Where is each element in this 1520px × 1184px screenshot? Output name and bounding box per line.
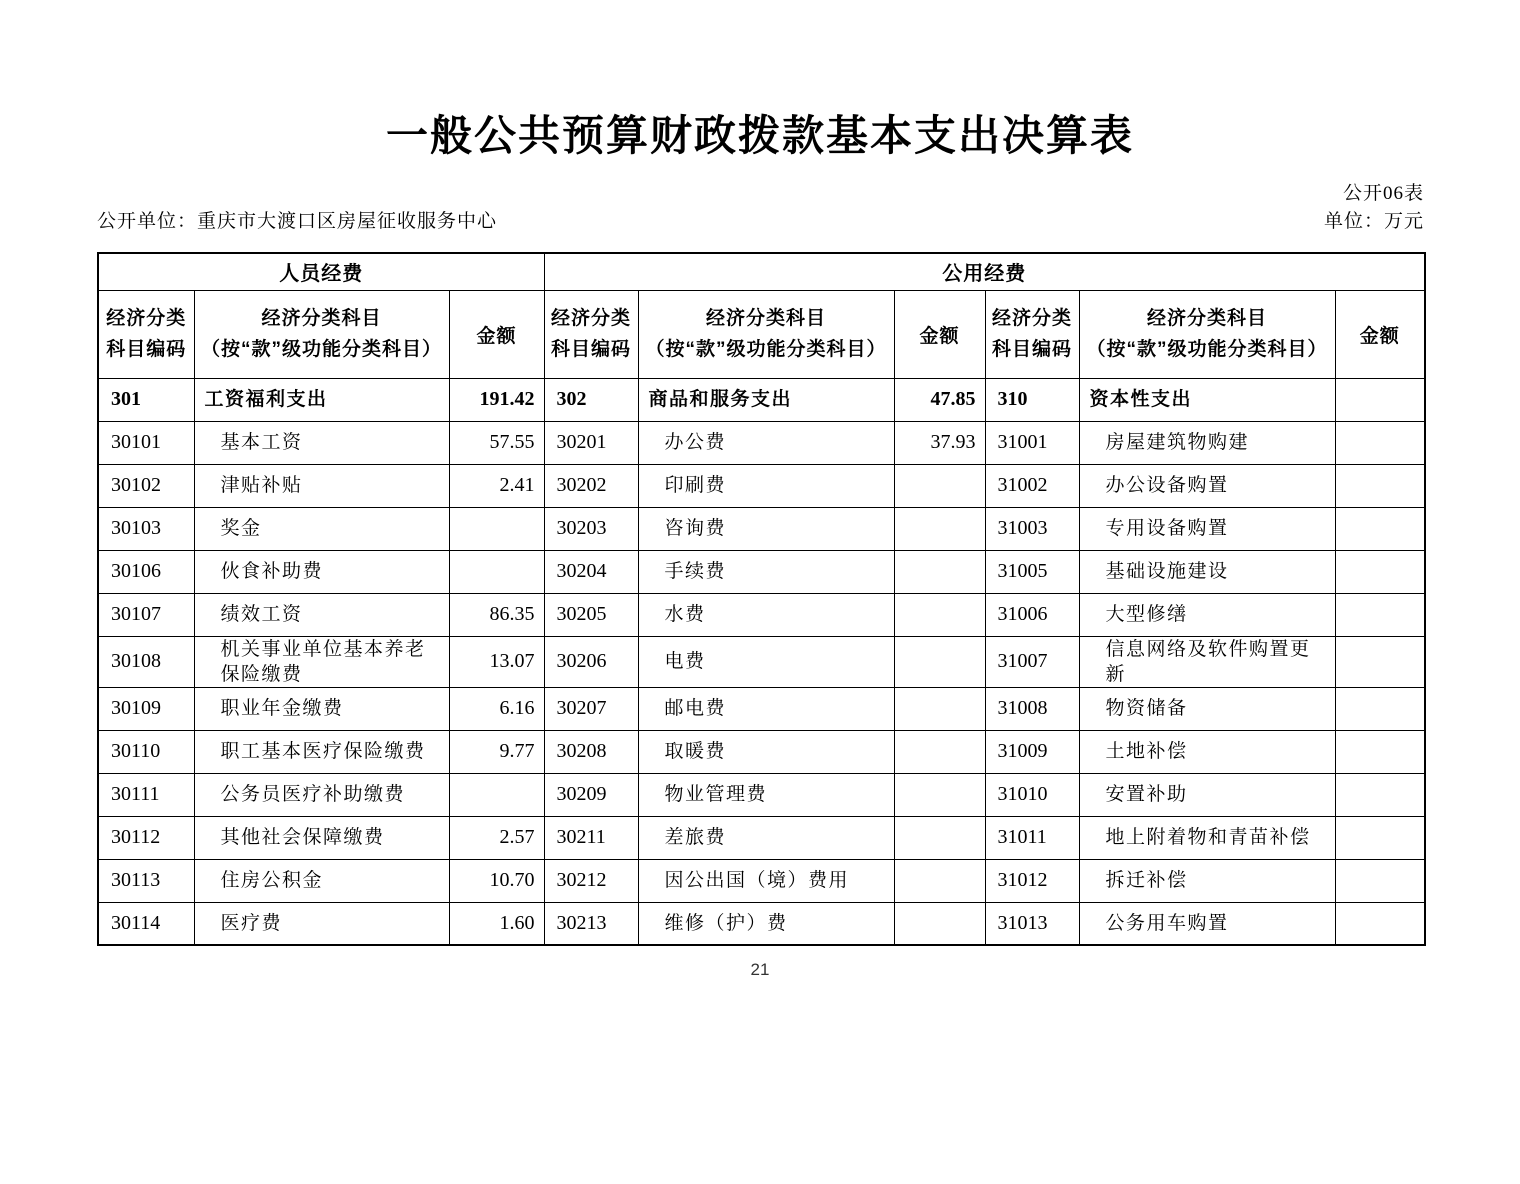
amount-cell: 6.16 [449,687,544,730]
amount-cell [1335,593,1425,636]
amount-cell [1335,421,1425,464]
subject-cell: 职业年金缴费 [194,687,449,730]
code-cell: 31001 [985,421,1079,464]
code-cell: 31003 [985,507,1079,550]
subject-cell: 物业管理费 [638,773,894,816]
code-cell: 30207 [544,687,638,730]
amount-cell [1335,636,1425,687]
amount-cell: 10.70 [449,859,544,902]
code-cell: 31010 [985,773,1079,816]
document-page [0,110,1520,1184]
code-cell: 30208 [544,730,638,773]
amount-cell [894,550,985,593]
amount-cell [894,773,985,816]
subject-cell: 奖金 [194,507,449,550]
subject-cell: 邮电费 [638,687,894,730]
code-cell: 31002 [985,464,1079,507]
subject-cell: 维修（护）费 [638,902,894,945]
amount-cell [894,816,985,859]
code-cell: 30102 [98,464,194,507]
amount-cell [894,902,985,945]
subject-cell: 大型修缮 [1079,593,1335,636]
amount-cell [1335,507,1425,550]
amount-cell [894,859,985,902]
amount-cell [449,507,544,550]
code-cell: 310 [985,378,1079,421]
subject-cell: 物资储备 [1079,687,1335,730]
amount-cell: 47.85 [894,378,985,421]
subject-cell: 公务员医疗补助缴费 [194,773,449,816]
code-cell: 30211 [544,816,638,859]
subject-cell: 基础设施建设 [1079,550,1335,593]
subject-cell: 专用设备购置 [1079,507,1335,550]
subject-cell: 机关事业单位基本养老保险缴费 [194,636,449,687]
page-title: 一般公共预算财政拨款基本支出决算表 [385,112,1134,159]
col-header-subject: 经济分类科目 （按“款”级功能分类科目） [1079,290,1335,378]
col-header-code: 经济分类 科目编码 [985,290,1079,378]
code-cell: 30103 [98,507,194,550]
subject-cell: 房屋建筑物购建 [1079,421,1335,464]
code-cell: 30203 [544,507,638,550]
amount-cell [449,773,544,816]
disclosing-unit-label: 公开单位：重庆市大渡口区房屋征收服务中心 [97,211,498,232]
amount-cell [1335,902,1425,945]
subject-cell: 水费 [638,593,894,636]
subject-cell: 绩效工资 [194,593,449,636]
col-header-amount: 金额 [1335,290,1425,378]
group-header-public: 公用经费 [544,253,1425,290]
table-row [98,421,1425,464]
table-row [98,859,1425,902]
amount-cell [894,730,985,773]
subject-cell: 津贴补贴 [194,464,449,507]
group-header-personnel: 人员经费 [98,253,544,290]
unit-of-measure-label: 单位：万元 [1323,211,1424,232]
col-header-code: 经济分类 科目编码 [544,290,638,378]
code-cell: 30112 [98,816,194,859]
col-header-amount: 金额 [449,290,544,378]
subject-cell: 办公费 [638,421,894,464]
subject-cell: 土地补偿 [1079,730,1335,773]
amount-cell [894,636,985,687]
subject-cell: 办公设备购置 [1079,464,1335,507]
subject-cell: 工资福利支出 [194,378,449,421]
code-cell: 30202 [544,464,638,507]
table-row [98,687,1425,730]
code-cell: 30113 [98,859,194,902]
group-header-row [98,253,1425,290]
code-cell: 30106 [98,550,194,593]
subject-cell: 取暖费 [638,730,894,773]
table-body [98,378,1425,945]
subject-cell: 电费 [638,636,894,687]
code-cell: 30110 [98,730,194,773]
table-row [98,464,1425,507]
code-cell: 30209 [544,773,638,816]
amount-cell [1335,687,1425,730]
code-cell: 301 [98,378,194,421]
code-cell: 31006 [985,593,1079,636]
amount-cell [1335,816,1425,859]
table-row [98,636,1425,687]
table-row [98,507,1425,550]
amount-cell [1335,859,1425,902]
col-header-subject: 经济分类科目 （按“款”级功能分类科目） [638,290,894,378]
table-row [98,550,1425,593]
column-header-row [98,290,1425,378]
col-header-amount: 金额 [894,290,985,378]
amount-cell [449,550,544,593]
amount-cell [1335,773,1425,816]
subject-cell: 职工基本医疗保险缴费 [194,730,449,773]
subject-cell: 伙食补助费 [194,550,449,593]
code-cell: 31007 [985,636,1079,687]
amount-cell [894,593,985,636]
amount-cell: 2.57 [449,816,544,859]
amount-cell: 9.77 [449,730,544,773]
amount-cell [1335,464,1425,507]
subject-cell: 资本性支出 [1079,378,1335,421]
amount-cell [1335,550,1425,593]
code-cell: 30201 [544,421,638,464]
subject-cell: 差旅费 [638,816,894,859]
code-cell: 30109 [98,687,194,730]
subject-cell: 信息网络及软件购置更新 [1079,636,1335,687]
table-row [98,902,1425,945]
amount-cell [894,687,985,730]
form-number-label: 公开06表 [1342,183,1424,204]
amount-cell: 37.93 [894,421,985,464]
amount-cell: 86.35 [449,593,544,636]
amount-cell: 2.41 [449,464,544,507]
subject-cell: 咨询费 [638,507,894,550]
code-cell: 30205 [544,593,638,636]
subject-cell: 手续费 [638,550,894,593]
table-row [98,816,1425,859]
code-cell: 31008 [985,687,1079,730]
subject-cell: 拆迁补偿 [1079,859,1335,902]
col-header-subject: 经济分类科目 （按“款”级功能分类科目） [194,290,449,378]
subject-cell: 地上附着物和青苗补偿 [1079,816,1335,859]
budget-table [97,252,1426,946]
amount-cell [894,464,985,507]
subject-cell: 基本工资 [194,421,449,464]
amount-cell [894,507,985,550]
subject-cell: 商品和服务支出 [638,378,894,421]
code-cell: 31011 [985,816,1079,859]
subject-cell: 医疗费 [194,902,449,945]
code-cell: 30111 [98,773,194,816]
meta-block [97,182,1424,234]
code-cell: 30212 [544,859,638,902]
subject-cell: 住房公积金 [194,859,449,902]
code-cell: 31009 [985,730,1079,773]
amount-cell: 13.07 [449,636,544,687]
code-cell: 30114 [98,902,194,945]
table-row [98,378,1425,421]
subject-cell: 其他社会保障缴费 [194,816,449,859]
code-cell: 31013 [985,902,1079,945]
amount-cell [1335,378,1425,421]
subject-cell: 公务用车购置 [1079,902,1335,945]
code-cell: 31005 [985,550,1079,593]
subject-cell: 安置补助 [1079,773,1335,816]
table-row [98,593,1425,636]
subject-cell: 因公出国（境）费用 [638,859,894,902]
subject-cell: 印刷费 [638,464,894,507]
amount-cell: 191.42 [449,378,544,421]
code-cell: 30107 [98,593,194,636]
col-header-code: 经济分类 科目编码 [98,290,194,378]
amount-cell [1335,730,1425,773]
code-cell: 30206 [544,636,638,687]
code-cell: 30204 [544,550,638,593]
code-cell: 30101 [98,421,194,464]
table-row [98,773,1425,816]
code-cell: 302 [544,378,638,421]
code-cell: 31012 [985,859,1079,902]
amount-cell: 1.60 [449,902,544,945]
table-row [98,730,1425,773]
amount-cell: 57.55 [449,421,544,464]
code-cell: 30108 [98,636,194,687]
code-cell: 30213 [544,902,638,945]
page-number: 21 [750,960,770,979]
